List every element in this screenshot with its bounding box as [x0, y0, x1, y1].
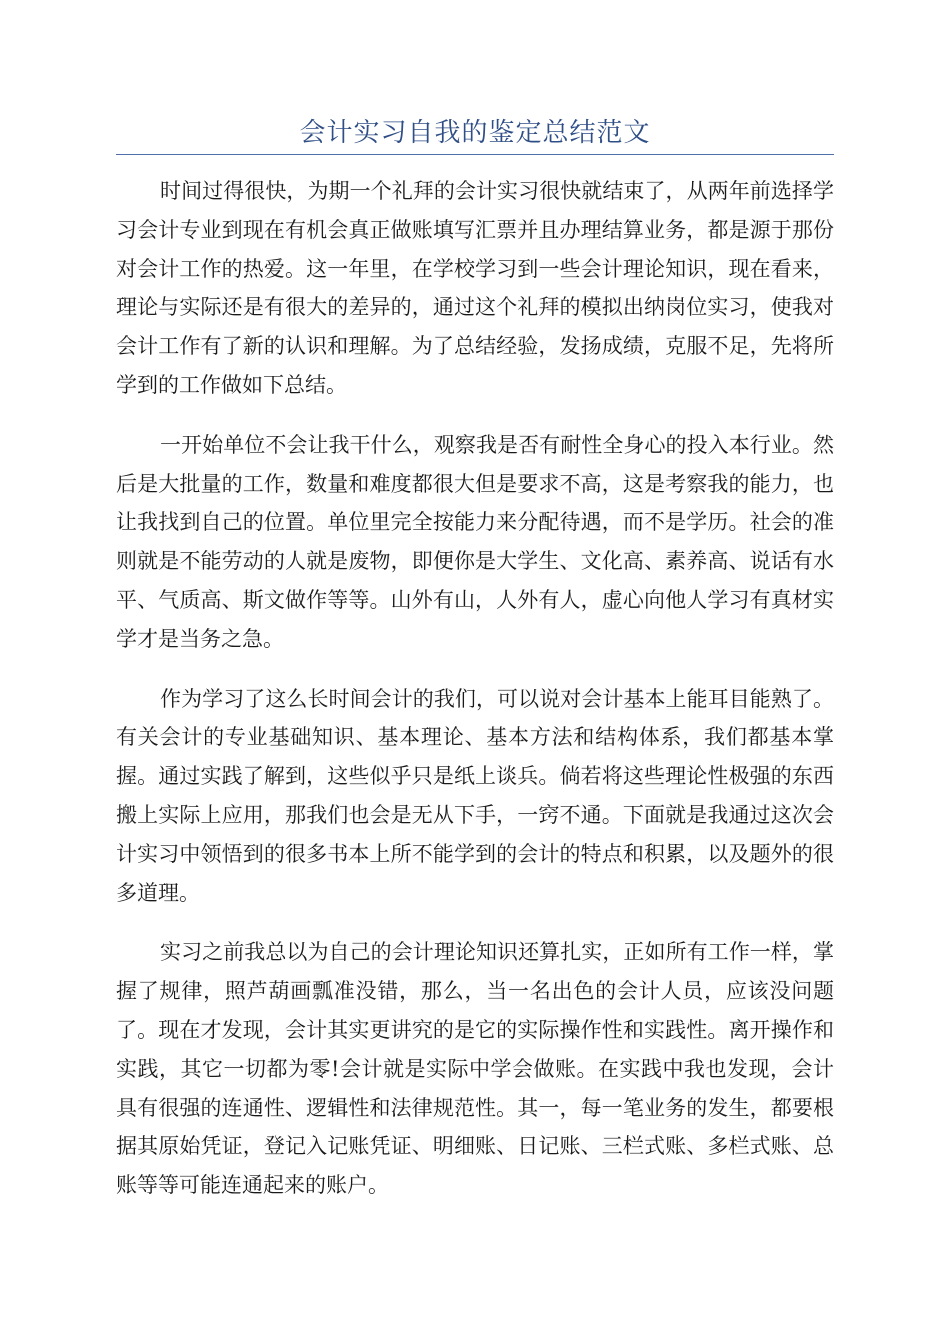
paragraph: 作为学习了这么长时间会计的我们，可以说对会计基本上能耳目能熟了。有关会计的专业基础知识、基本理论、基本方法和结构体系，我们都基本掌握。通过实践了解到，这些似乎只是纸上谈兵。倘若将这些理论性极强的东西搬上实际上应用，那我们也会是无从下手，一窍不通。下面就是我通过这次会计实习中领悟到的很多书本上所不能学到的会计的特点和积累，以及题外的很多道理。 — [116, 686, 834, 905]
paragraph: 一开始单位不会让我干什么，观察我是否有耐性全身心的投入本行业。然后是大批量的工作，数量和难度都很大但是要求不高，这是考察我的能力，也让我找到自己的位置。单位里完全按能力来分配待遇，而不是学历。社会的准则就是不能劳动的人就是废物，即便你是大学生、文化高、素养高、说话有水平、气质高、斯文做作等等。山外有山，人外有人，虚心向他人学习有真材实学才是当务之急。 — [116, 432, 834, 651]
document-body — [116, 172, 834, 1226]
paragraph: 时间过得很快，为期一个礼拜的会计实习很快就结束了，从两年前选择学习会计专业到现在有机会真正做账填写汇票并且办理结算业务，都是源于那份对会计工作的热爱。这一年里，在学校学习到一些会计理论知识，现在看来，理论与实际还是有很大的差异的，通过这个礼拜的模拟出纳岗位实习，使我对会计工作有了新的认识和理解。为了总结经验，发扬成绩，克服不足，先将所学到的工作做如下总结。 — [116, 179, 834, 397]
document-title: 会计实习自我的鉴定总结范文 — [299, 118, 651, 148]
title-underline — [116, 154, 834, 155]
paragraph: 实习之前我总以为自己的会计理论知识还算扎实，正如所有工作一样，掌握了规律，照芦葫画瓢准没错，那么，当一名出色的会计人员，应该没问题了。现在才发现，会计其实更讲究的是它的实际操作性和实践性。离开操作和实践，其它一切都为零!会计就是实际中学会做账。在实践中我也发现，会计具有很强的连通性、逻辑性和法律规范性。其一，每一笔业务的发生，都要根据其原始凭证，登记入记账凭证、明细账、日记账、三栏式账、多栏式账、总账等等可能连通起来的账户。 — [116, 940, 834, 1198]
